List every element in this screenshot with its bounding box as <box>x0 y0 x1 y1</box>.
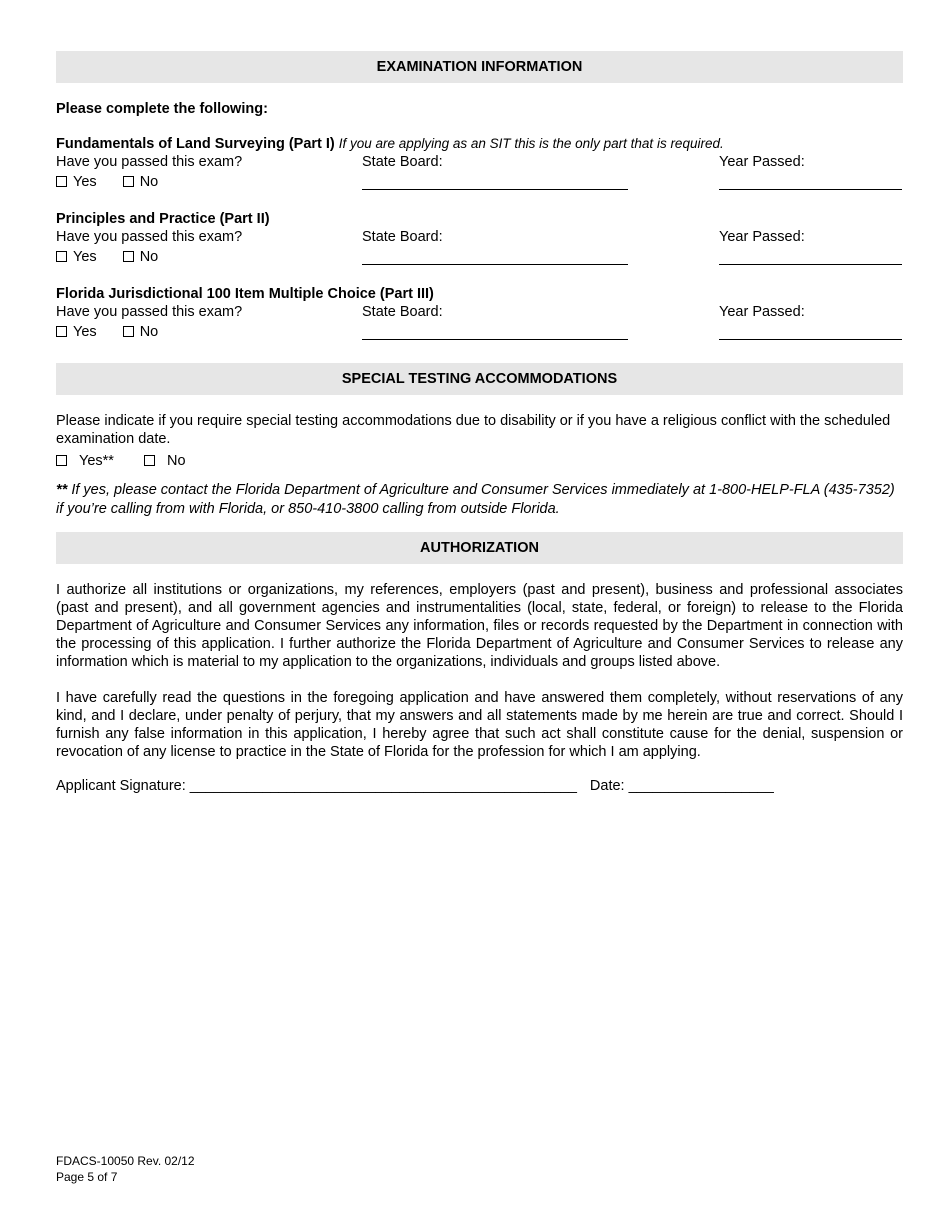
year-passed-field[interactable] <box>719 339 902 340</box>
exam-part-3 <box>56 286 903 361</box>
exam-title: Principles and Practice (Part II) <box>56 211 270 227</box>
no-checkbox[interactable] <box>123 326 134 337</box>
yes-checkbox[interactable] <box>56 455 67 466</box>
year-passed-label: Year Passed: <box>719 154 805 170</box>
authorization-paragraph-1: I authorize all institutions or organizations, my references, employers (past and present), business and professional associates (past and present), and all government agencies and instrumentalities (local, state, federal, or foreign) to release to the Florida Department of Agriculture and Consumer Services any information, files or records requested by the Department in connection with the processing of this application. I further authorize the Florida Department of Agriculture and Consumer Services to release any information which is material to my application to the organizations, individuals and groups listed above. <box>56 582 903 670</box>
applicant-signature-field[interactable]: Applicant Signature: ________________________________________________ <box>56 778 577 794</box>
form-id: FDACS-10050 Rev. 02/12 <box>56 1154 195 1168</box>
yes-checkbox[interactable] <box>56 176 67 187</box>
state-board-label: State Board: <box>362 154 443 170</box>
passed-yes-option[interactable]: Yes <box>56 324 97 340</box>
accommodation-no-option[interactable]: No <box>144 453 186 469</box>
no-checkbox[interactable] <box>123 176 134 187</box>
exam-title: Florida Jurisdictional 100 Item Multiple Choice (Part III) <box>56 286 434 302</box>
accommodations-text: Please indicate if you require special testing accommodations due to disability or if you have a religious conflict with the scheduled examination date. <box>56 413 891 447</box>
passed-no-option[interactable]: No <box>123 249 159 265</box>
form-page <box>56 51 903 794</box>
accommodations-header: SPECIAL TESTING ACCOMMODATIONS <box>56 363 903 395</box>
yes-checkbox[interactable] <box>56 326 67 337</box>
exam-note: If you are applying as an SIT this is the only part that is required. <box>338 136 724 151</box>
footer <box>56 1153 195 1185</box>
signature-line <box>56 778 903 794</box>
exam-question: Have you passed this exam? <box>56 304 243 320</box>
state-board-field[interactable] <box>362 339 628 340</box>
page-number: Page 5 of 7 <box>56 1170 118 1184</box>
instruction-text: Please complete the following: <box>56 101 268 117</box>
date-field[interactable]: Date: __________________ <box>589 778 774 794</box>
passed-no-option[interactable]: No <box>123 174 159 190</box>
no-checkbox[interactable] <box>144 455 155 466</box>
exam-info-header: EXAMINATION INFORMATION <box>56 51 903 83</box>
state-board-label: State Board: <box>362 304 443 320</box>
exam-part-1 <box>56 136 903 211</box>
exam-title: Fundamentals of Land Surveying (Part I) If you are applying as an SIT this is the only part that is required. <box>56 136 724 152</box>
state-board-field[interactable] <box>362 264 628 265</box>
passed-no-option[interactable]: No <box>123 324 159 340</box>
authorization-header: AUTHORIZATION <box>56 532 903 564</box>
accommodation-yes-option[interactable]: Yes** <box>56 453 114 469</box>
no-checkbox[interactable] <box>123 251 134 262</box>
exam-question: Have you passed this exam? <box>56 229 243 245</box>
passed-yes-option[interactable]: Yes <box>56 174 97 190</box>
passed-yes-option[interactable]: Yes <box>56 249 97 265</box>
accommodations-note: ** If yes, please contact the Florida Department of Agriculture and Consumer Services immediately at 1-800-HELP-FLA (435-7352) if you’re calling from with Florida, or 850-410-3800 calling from outside Florida. <box>56 482 895 517</box>
year-passed-label: Year Passed: <box>719 304 805 320</box>
year-passed-label: Year Passed: <box>719 229 805 245</box>
authorization-paragraph-2: I have carefully read the questions in the foregoing application and have answered them completely, without reservations of any kind, and I declare, under penalty of perjury, that my answers and all statements made by me herein are true and correct. Should I furnish any false information in this application, I hereby agree that such act shall constitute cause for the denial, suspension or revocation of any license to practice in the State of Florida for the profession for which I am applying. <box>56 690 903 760</box>
yes-checkbox[interactable] <box>56 251 67 262</box>
exam-part-2 <box>56 211 903 286</box>
year-passed-field[interactable] <box>719 189 902 190</box>
year-passed-field[interactable] <box>719 264 902 265</box>
state-board-label: State Board: <box>362 229 443 245</box>
accommodations-options <box>56 453 903 469</box>
state-board-field[interactable] <box>362 189 628 190</box>
exam-question: Have you passed this exam? <box>56 154 243 170</box>
